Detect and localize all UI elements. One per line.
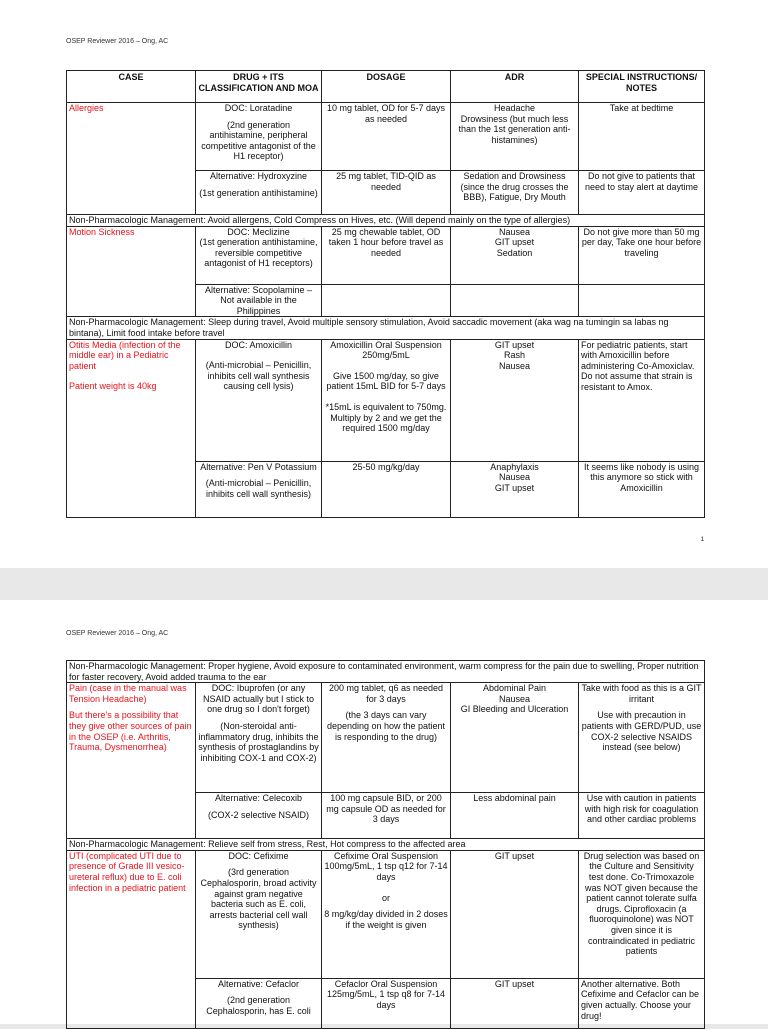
drug-cell (196, 683, 322, 793)
nonpharm-row (67, 661, 705, 683)
adr-item: Nausea (498, 226, 531, 237)
adr-cell (451, 461, 579, 517)
col-drug: DRUG + ITS CLASSIFICATION AND MOA (196, 71, 322, 103)
dosage-cell: 25 mg chewable tablet, OD taken 1 hour before travel as needed (322, 226, 451, 284)
adr-cell: Less abdominal pain (451, 793, 579, 839)
drug-class: (COX-2 selective NSAID) (207, 809, 310, 820)
drug-cell (196, 226, 322, 284)
drug-name: Alternative: Pen V Potassium (200, 461, 317, 472)
col-case: CASE (67, 71, 196, 103)
adr-item: Anaphylaxis (490, 461, 539, 472)
notes-cell: Do not give to patients that need to stay alert at daytime (579, 171, 705, 215)
nonpharm-text: Non-Pharmacologic Management: Relieve self from stress, Rest, Hot compress to the affected area (67, 839, 705, 851)
dosage-line: or (381, 892, 390, 903)
adr-cell (451, 103, 579, 171)
dosage-cell: 25-50 mg/kg/day (322, 461, 451, 517)
dosage-line: 200 mg tablet, q6 as needed for 3 days (328, 683, 444, 704)
dosage-line: Cefixime Oral Suspension 100mg/5mL, 1 tsp q12 for 7-14 days (324, 850, 448, 882)
drug-name: DOC: Meclizine (227, 226, 290, 237)
reviewer-table-page-2 (66, 660, 705, 1029)
notes-cell: Another alternative. Both Cefixime and Cefaclor can be given actually. Choose your drug! (579, 978, 705, 1028)
drug-name: DOC: Cefixime (228, 850, 289, 861)
header-row (67, 71, 705, 103)
adr-cell: Sedation and Drowsiness (since the drug crosses the BBB), Fatigue, Dry Mouth (451, 171, 579, 215)
drug-name: Alternative: Cefaclor (217, 978, 300, 989)
adr-cell (451, 226, 579, 284)
table-row (67, 339, 705, 461)
drug-name: DOC: Loratadine (224, 103, 293, 113)
table-row (67, 103, 705, 171)
dosage-line: Amoxicillin Oral Suspension 250mg/5mL (330, 339, 442, 361)
drug-cell (196, 793, 322, 839)
case-cell: Allergies (67, 103, 196, 215)
dosage-cell: Cefaclor Oral Suspension 125mg/5mL, 1 tsp q8 for 7-14 days (322, 978, 451, 1028)
nonpharm-text: Non-Pharmacologic Management: Proper hygiene, Avoid exposure to contaminated environment, warm compress for the pain due to swelling, Proper nutrition for faster recovery, Avoid added trauma to the ear (67, 661, 705, 683)
notes-cell: Drug selection was based on the Culture and Sensitivity test done. Co-Trimoxazole was NOT given because the patient cannot tolerate sulfa drugs. Ciprofloxacin (a fluoroquinolone) was NOT given since it is contraindicated in pediatric patients (579, 850, 705, 978)
drug-class: (Non-steroidal anti-inflammatory drug, inhibits the synthesis of prostaglandins by inhibiting COX-1 and COX-2) (198, 720, 319, 763)
note-line: Take with food as this is a GIT irritant (581, 683, 702, 704)
drug-cell (196, 978, 322, 1028)
nonpharm-row (67, 317, 705, 339)
table-row (67, 850, 705, 978)
adr-item: Drowsiness (but much less than the 1st generation anti-histamines) (458, 113, 571, 145)
dosage-cell: 100 mg capsule BID, or 200 mg capsule OD as needed for 3 days (322, 793, 451, 839)
drug-cell (196, 461, 322, 517)
drug-cell (196, 339, 322, 461)
case-cell: Motion Sickness (67, 226, 196, 317)
page-header: OSEP Reviewer 2016 – Ong, AC (66, 630, 169, 637)
adr-cell (451, 284, 579, 317)
adr-item: Headache (493, 103, 536, 113)
dosage-cell (322, 850, 451, 978)
drug-class: (1st generation antihistamine) (199, 187, 318, 198)
col-adr: ADR (451, 71, 579, 103)
col-notes: SPECIAL INSTRUCTIONS/ NOTES (579, 71, 705, 103)
notes-cell: Take at bedtime (579, 103, 705, 171)
notes-cell (579, 284, 705, 317)
adr-item: GIT upset (494, 339, 535, 350)
dosage-line: Give 1500 mg/day, so give patient 15mL BID for 5-7 days (326, 370, 446, 392)
reviewer-table-page-1 (66, 70, 705, 518)
page-header: OSEP Reviewer 2016 – Ong, AC (66, 38, 169, 45)
drug-cell (196, 850, 322, 978)
drug-cell (196, 171, 322, 215)
adr-item: Abdominal Pain (482, 683, 547, 694)
page-number: 1 (700, 537, 704, 543)
table-row (67, 683, 705, 793)
note-line: Use with precaution in patients with GERD/PUD, use COX-2 selective NSAIDS instead (see below) (581, 710, 702, 753)
notes-cell (579, 683, 705, 793)
drug-class: (3rd generation Cephalosporin, broad activity against gram negative bacteria such as E. coli, arrests bacterial cell wall synthesis) (200, 867, 317, 931)
drug-class: (2nd generation Cephalosporin, has E. coli (206, 995, 311, 1016)
dosage-cell (322, 683, 451, 793)
adr-cell: GIT upset (451, 850, 579, 978)
adr-item: Nausea (498, 360, 531, 371)
dosage-line: 8 mg/kg/day divided in 2 doses if the weight is given (324, 909, 448, 930)
drug-class: (2nd generation antihistamine, peripheral competitive antagonist of the H1 receptor) (201, 119, 316, 162)
adr-item: Rash (503, 350, 525, 361)
drug-class: (1st generation antihistamine, reversible competitive antagonist of H1 receptors) (199, 237, 318, 269)
nonpharm-text: Non-Pharmacologic Management: Sleep during travel, Avoid multiple sensory stimulation, Avoid saccadic movement (aka wag na tumingin sa labas ng bintana), Limit food intake before travel (67, 317, 705, 339)
dosage-cell (322, 339, 451, 461)
notes-cell: For pediatric patients, start with Amoxicillin before administering Co-Amoxiclav. Do not assume that strain is resistant to Amox. (579, 339, 705, 461)
drug-name: DOC: Amoxicillin (224, 339, 292, 350)
adr-item: GIT upset (494, 482, 535, 493)
adr-item: Sedation (496, 247, 533, 258)
drug-name: DOC: Ibuprofen (or any NSAID actually but I stick to one drug so I don't forget) (202, 683, 315, 715)
adr-cell (451, 339, 579, 461)
drug-cell: Alternative: Scopolamine – Not available in the Philippines (196, 284, 322, 317)
drug-class: (Anti-microbial – Penicillin, inhibits cell wall synthesis causing cell lysis) (205, 360, 312, 392)
notes-cell: Use with caution in patients with high risk for coagulation and other cardiac problems (579, 793, 705, 839)
dosage-cell (322, 284, 451, 317)
dosage-line: *15mL is equivalent to 750mg. Multiply by 2 and we get the required 1500 mg/day (325, 401, 447, 434)
adr-item: GI Bleeding and Ulceration (460, 704, 569, 715)
case-cell (67, 683, 196, 839)
drug-name: Alternative: Celecoxib (214, 793, 303, 804)
adr-cell (451, 683, 579, 793)
dosage-line: (the 3 days can vary depending on how the patient is responding to the drug) (326, 710, 446, 742)
case-line: Patient weight is 40kg (69, 381, 157, 392)
table-row (67, 226, 705, 284)
drug-class: (Anti-microbial – Penicillin, inhibits cell wall synthesis) (205, 478, 312, 499)
adr-item: GIT upset (494, 237, 535, 248)
dosage-cell: 10 mg tablet, OD for 5-7 days as needed (322, 103, 451, 171)
dosage-cell: 25 mg tablet, TID-QID as needed (322, 171, 451, 215)
col-dosage: DOSAGE (322, 71, 451, 103)
case-line: Otitis Media (infection of the middle ear) in a Pediatric patient (69, 339, 181, 371)
adr-cell: GIT upset (451, 978, 579, 1028)
case-line: But there's a possibility that they give other sources of pain in the OSEP (i.e. Arthritis, Trauma, Dysmenorrhea) (69, 710, 192, 753)
case-line: Pain (case in the manual was Tension Headache) (69, 683, 187, 704)
nonpharm-row (67, 839, 705, 851)
adr-item: Nausea (498, 472, 531, 483)
adr-item: Nausea (498, 693, 531, 704)
notes-cell: Do not give more than 50 mg per day, Take one hour before traveling (579, 226, 705, 284)
notes-cell: It seems like nobody is using this anymore so stick with Amoxicillin (579, 461, 705, 517)
nonpharm-text: Non-Pharmacologic Management: Avoid allergens, Cold Compress on Hives, etc. (Will depend mainly on the type of allergies) (67, 215, 705, 227)
page-2 (0, 600, 768, 1024)
case-cell (67, 339, 196, 517)
drug-name: Alternative: Hydroxyzine (209, 171, 308, 181)
case-cell: UTI (complicated UTI due to presence of Grade III vesico-ureteral reflux) due to E. coli infection in a pediatric patient (67, 850, 196, 1028)
nonpharm-row (67, 215, 705, 227)
drug-cell (196, 103, 322, 171)
